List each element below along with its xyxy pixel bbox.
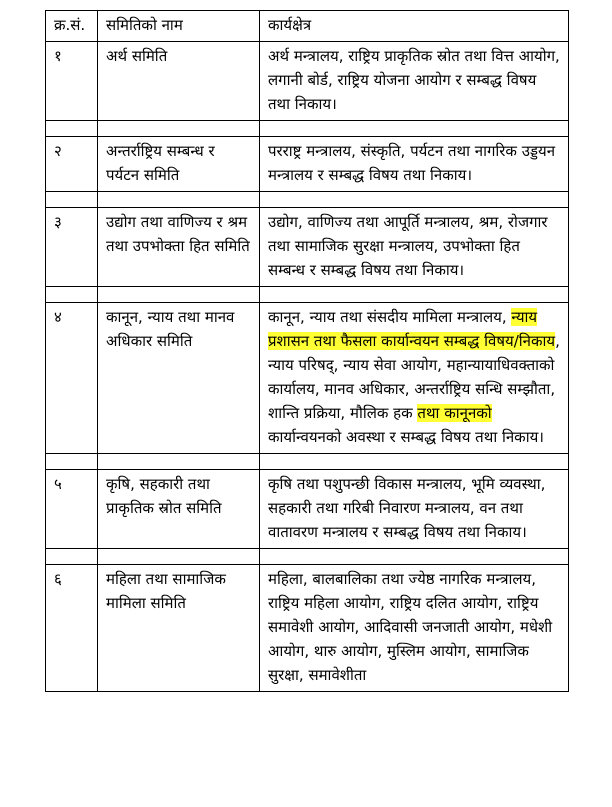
scope-cell — [260, 137, 569, 192]
separator-cell — [98, 454, 260, 470]
separator-cell — [46, 454, 98, 470]
scope-text: महिला, बालबालिका तथा ज्येष्ठ नागरिक मन्त्रालय, राष्ट्रिय महिला आयोग, राष्ट्रिय दलित आयोग, राष्ट्रिय समावेशी आयोग, आदिवासी जनजाती आयोग, मधेशी आयोग, थारु आयोग, मुस्लिम आयोग, सामाजिक सुरक्षा, समावेशीता — [268, 570, 553, 684]
separator-cell — [46, 192, 98, 208]
scope-text: कार्यान्वयनको अवस्था र सम्बद्ध विषय तथा निकाय। — [268, 428, 544, 446]
header-scope: कार्यक्षेत्र — [260, 11, 569, 42]
committee-name-cell: अर्थ समिति — [98, 42, 260, 121]
row-separator — [46, 454, 569, 470]
serial-number-cell: २ — [46, 137, 98, 192]
table-row — [46, 208, 569, 287]
separator-cell — [260, 287, 569, 303]
header-committee-name: समितिको नाम — [98, 11, 260, 42]
scope-cell — [260, 303, 569, 454]
scope-text: उद्योग, वाणिज्य तथा आपूर्ति मन्त्रालय, श्रम, रोजगार तथा सामाजिक सुरक्षा मन्त्रालय, उपभोक्ता हित सम्बन्ध र सम्बद्ध विषय तथा निकाय। — [268, 213, 548, 279]
committee-name-cell: कानून, न्याय तथा मानव अधिकार समिति — [98, 303, 260, 454]
table-header-row — [46, 11, 569, 42]
table-row — [46, 137, 569, 192]
serial-number-cell: १ — [46, 42, 98, 121]
row-separator — [46, 121, 569, 137]
committee-name-cell: उद्योग तथा वाणिज्य र श्रम तथा उपभोक्ता हित समिति — [98, 208, 260, 287]
scope-cell — [260, 565, 569, 692]
committee-name-cell: कृषि, सहकारी तथा प्राकृतिक स्रोत समिति — [98, 470, 260, 549]
scope-text: अर्थ मन्त्रालय, राष्ट्रिय प्राकृतिक स्रोत तथा वित्त आयोग, लगानी बोर्ड, राष्ट्रिय योजना आयोग र सम्बद्ध विषय तथा निकाय। — [268, 47, 560, 113]
separator-cell — [46, 121, 98, 137]
row-separator — [46, 287, 569, 303]
separator-cell — [98, 121, 260, 137]
separator-cell — [46, 549, 98, 565]
separator-cell — [98, 287, 260, 303]
separator-cell — [98, 549, 260, 565]
table-row — [46, 565, 569, 692]
scope-cell — [260, 208, 569, 287]
committee-name-cell: महिला तथा सामाजिक मामिला समिति — [98, 565, 260, 692]
committees-table — [45, 10, 569, 692]
scope-text: , न्याय परिषद्, न्याय सेवा आयोग, महान्यायाधिवक्ताको कार्यालय, मानव अधिकार, अन्तर्राष्ट्रिय सन्धि सम्झौता, शान्ति प्रक्रिया, मौलिक हक — [268, 332, 560, 422]
separator-cell — [260, 549, 569, 565]
separator-cell — [260, 121, 569, 137]
table-row — [46, 303, 569, 454]
scope-text: कृषि तथा पशुपन्छी विकास मन्त्रालय, भूमि व्यवस्था, सहकारी तथा गरिबी निवारण मन्त्रालय, वन तथा वातावरण मन्त्रालय र सम्बद्ध विषय तथा निकाय। — [268, 475, 546, 541]
row-separator — [46, 549, 569, 565]
highlighted-text: न्याय प्रशासन तथा फैसला कार्यान्वयन सम्बद्ध विषय/निकाय — [268, 308, 556, 350]
scope-text: परराष्ट्र मन्त्रालय, संस्कृति, पर्यटन तथा नागरिक उड्डयन मन्त्रालय र सम्बद्ध विषय तथा निकाय। — [268, 142, 556, 184]
scope-cell — [260, 42, 569, 121]
separator-cell — [260, 192, 569, 208]
separator-cell — [46, 287, 98, 303]
table-row — [46, 42, 569, 121]
serial-number-cell: ३ — [46, 208, 98, 287]
separator-cell — [98, 192, 260, 208]
header-serial-number: क्र.सं. — [46, 11, 98, 42]
scope-cell — [260, 470, 569, 549]
row-separator — [46, 192, 569, 208]
table-row — [46, 470, 569, 549]
serial-number-cell: ६ — [46, 565, 98, 692]
committee-name-cell: अन्तर्राष्ट्रिय सम्बन्ध र पर्यटन समिति — [98, 137, 260, 192]
highlighted-text: तथा कानूनको — [417, 404, 492, 422]
scope-text: कानून, न्याय तथा संसदीय मामिला मन्त्रालय, — [268, 308, 512, 326]
separator-cell — [260, 454, 569, 470]
serial-number-cell: ४ — [46, 303, 98, 454]
serial-number-cell: ५ — [46, 470, 98, 549]
